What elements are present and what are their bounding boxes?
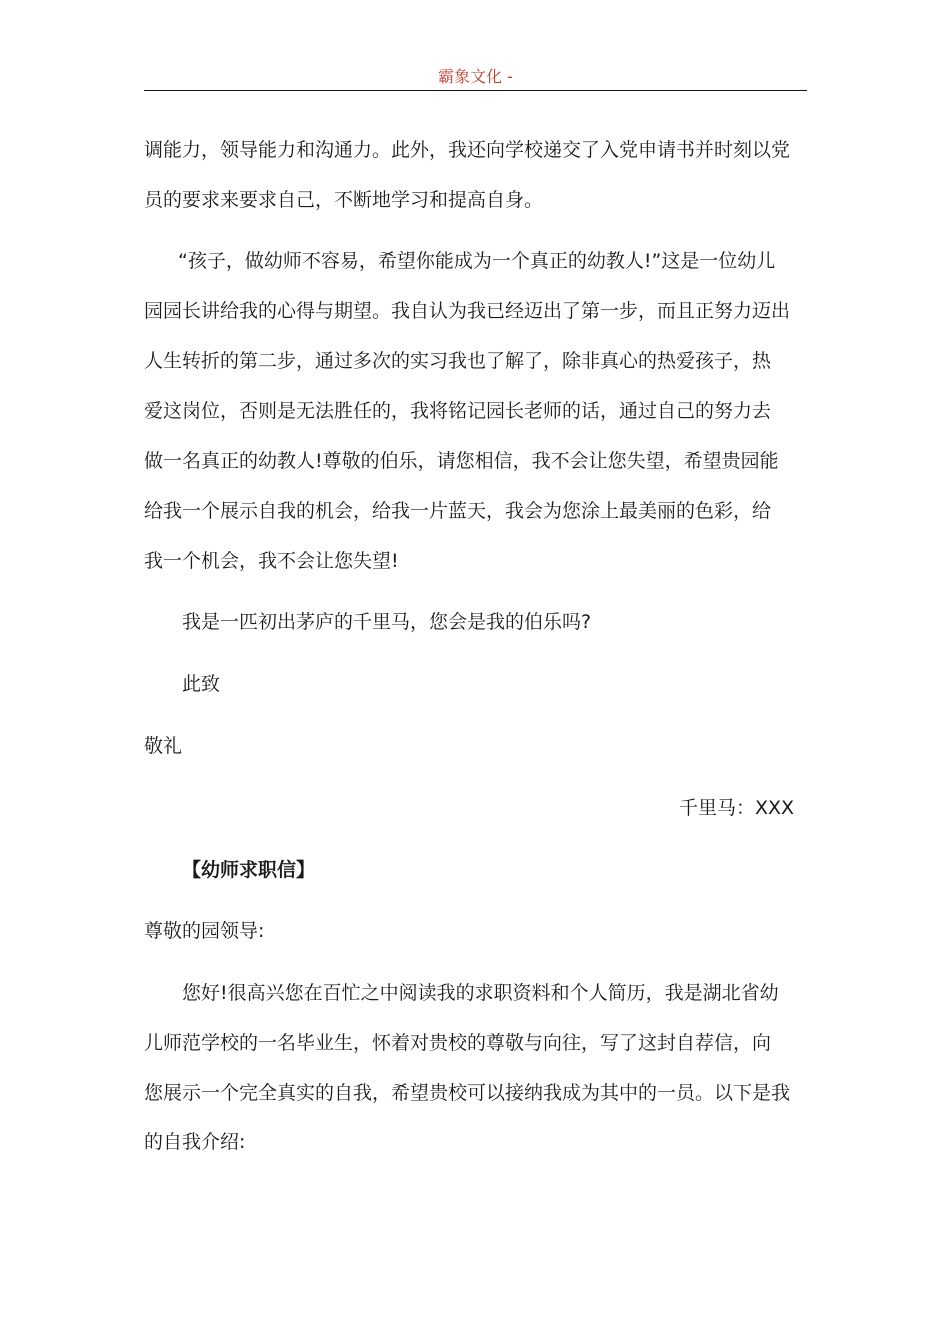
body-line: 园园长讲给我的心得与期望。我自认为我已经迈出了第一步，而且正努力迈出 <box>144 300 791 322</box>
closing-phrase: 此致 <box>182 673 221 695</box>
section-heading: 【幼师求职信】 <box>182 859 316 881</box>
header-divider <box>144 90 807 91</box>
body-line: 员的要求来要求自己，不断地学习和提高自身。 <box>144 189 544 211</box>
page-header-title: 霸象文化 - <box>438 67 513 86</box>
greeting: 尊敬的园领导: <box>144 920 265 942</box>
body-line: 给我一个展示自我的机会，给我一片蓝天，我会为您涂上最美丽的色彩，给 <box>144 500 772 522</box>
body-line: 做一名真正的幼教人!尊敬的伯乐，请您相信，我不会让您失望，希望贵园能 <box>144 450 779 472</box>
body-line: 人生转折的第二步，通过多次的实习我也了解了，除非真心的热爱孩子，热 <box>144 350 772 372</box>
body-line: 您好!很高兴您在百忙之中阅读我的求职资料和个人简历，我是湖北省幼 <box>182 982 779 1004</box>
signature: 千里马：XXX <box>678 797 794 819</box>
body-line: 调能力，领导能力和沟通力。此外，我还向学校递交了入党申请书并时刻以党 <box>144 139 791 161</box>
salutation-closing: 敬礼 <box>144 735 183 757</box>
body-line: “孩子，做幼师不容易，希望你能成为一个真正的幼教人!”这是一位幼儿 <box>178 250 776 272</box>
body-line: 的自我介绍: <box>144 1131 246 1153</box>
body-line: 爱这岗位，否则是无法胜任的，我将铭记园长老师的话，通过自己的努力去 <box>144 400 772 422</box>
body-line: 您展示一个完全真实的自我，希望贵校可以接纳我成为其中的一员。以下是我 <box>144 1082 791 1104</box>
body-line: 我一个机会，我不会让您失望! <box>144 550 399 572</box>
body-line: 我是一匹初出茅庐的千里马，您会是我的伯乐吗? <box>182 611 592 633</box>
body-line: 儿师范学校的一名毕业生，怀着对贵校的尊敬与向往，写了这封自荐信，向 <box>144 1032 772 1054</box>
